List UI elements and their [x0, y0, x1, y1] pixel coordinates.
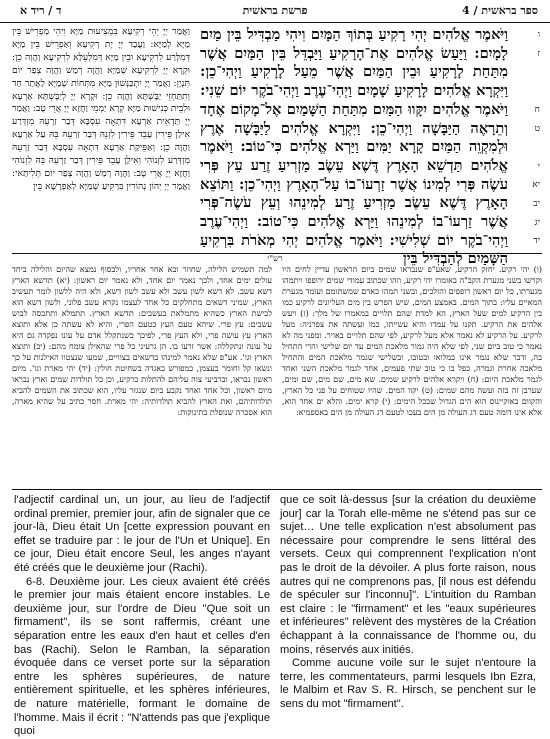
verse-number: ח — [534, 105, 540, 115]
verse-number: יב — [533, 199, 540, 209]
header-book-page: ספר בראשית / 4 — [462, 4, 538, 17]
header-chapter-ref: ד / ריד א — [20, 4, 62, 17]
verse-number: ו — [537, 30, 540, 40]
running-header — [0, 0, 550, 23]
verse-number: יא — [532, 180, 540, 190]
rashi-column-left — [12, 264, 272, 484]
verse-number: ט — [534, 124, 540, 134]
rashi-text: ‏למה תשמיש הלילה, שחוזר ובא אחר אחריו, ולבסוף נמצא שהיום והלילה ביחד עולים ימים אחד, ולכך נאמר יום אחד, ולא נאמר יום ראשון: (יא) תדשא הארץ דשא עשב. לא דשא לשון עשב ולא עשב לשון דשא, ולא היה ללשון לומר תעשיב הארץ, שמיני דשאים מתחלקים כל אחד לעצמו נקרא עשב פלוני, ולשון דשא הוא לבישת הארץ כשהיא מתמלאת בעשבים: תדשא הארץ. תתמלא ותתכסה לבוש עשבים: עץ פרי. שיהא טעם העץ כטעם הפרי, והיא לא עשתה כן אלא ותוצא הארץ עץ עושה פרי, ולא העץ פרי, לפיכך כשנתקלל אדם על עונו נפקדה גם היא על עונה ונתקללה: אשר זרעו בו. הן גרעיני כל פרי שהאילן צומח מהם: (יב) ותוצא הארץ וגו'. אע"פ שלא נאמר למינהו בדשאים בצוויים, שמעו שנצטוו האילנות על כך ונשאו קל וחומר בעצמן, כמפורש באגדה בשחיטת חולין: (יד) יהי מארת וגו'. מיום ראשון נבראו, וברביעי צוה עליהם להתלות ברקיע, וכן כל תולדות שמים וארץ נבראו מיום ראשון, וכל אחד ואחד נקבע ביום שנגזר עליו, הוא שכתוב את השמים להביא תולדותיהם, ואת הארץ להביא תולדותיה: יהי מארת. חסר כתיב על שהיא מארה, הוא אסכרה שנופלת בתינוקות: — [12, 264, 272, 417]
french-paragraph: que ce soit là-dessus [sur la création du deuxième jour] car la Torah elle-même ne s'étend pas sur ce sujet… Une telle explication n'est absolument pas nécessaire pour comprendre le sens littéral des versets. Ceux qui comprennent l'explication n'ont pas le droit de la dévoiler. A plus forte raison, nous autres qui ne comprenons pas, [il nous est défendu de spéculer sur l'inconnu]". L'intuition du Ramban est claire : le "firmament" et les "eaux supérieures et inférieures" relèvent des mystères de la Création échappant à la connaissance de l'homme ou, du moins, réservés aux initiés. — [280, 494, 536, 656]
verse-text: ‏וַיֹּאמֶר אֱלֹהִים יְהִי רָקִיעַ בְּתוֹךְ הַמָּיִם וִיהִי מַבְדִּיל בֵּין מַיִם לָמָיִם: וַיַּעַשׂ אֱלֹהִים אֶת־הָרָקִיעַ וַיַּבְדֵּל בֵּין הַמַּיִם אֲשֶׁר מִתַּחַת לָרָקִיעַ וּבֵין הַמַּיִם אֲשֶׁר מֵעַל לָרָקִיעַ וַיְהִי־כֵן: וַיִּקְרָא אֱלֹהִים לָרָקִיעַ שָׁמָיִם וַיְהִי־עֶרֶב וַיְהִי־בֹקֶר יוֹם שֵׁנִי: וַיֹּאמֶר אֱלֹהִים יִקָּווּ הַמַּיִם מִתַּחַת הַשָּׁמַיִם אֶל־מָקוֹם אֶחָד וְתֵרָאֶה הַיַּבָּשָׁה וַיְהִי־כֵן: וַיִּקְרָא אֱלֹהִים לַיַּבָּשָׁה אֶרֶץ וּלְמִקְוֵה הַמַּיִם קָרָא יַמִּים וַיַּרְא אֱלֹהִים כִּי־טוֹב: וַיֹּאמֶר אֱלֹהִים תַּדְשֵׁא הָאָרֶץ דֶּשֶׁא עֵשֶׂב מַזְרִיעַ זֶרַע עֵץ פְּרִי עֹשֶׂה פְּרִי לְמִינוֹ אֲשֶׁר זַרְעוֹ־בוֹ עַל־הָאָרֶץ וַיְהִי־כֵן: וַתּוֹצֵא הָאָרֶץ דֶּשֶׁא עֵשֶׂב מַזְרִיעַ זֶרַע לְמִינֵהוּ וְעֵץ עֹשֶׂה־פְּרִי אֲשֶׁר זַרְעוֹ־בוֹ לְמִינֵהוּ וַיַּרְא אֱלֹהִים כִּי־טוֹב: וַיְהִי־עֶרֶב וַיְהִי־בֹקֶר יוֹם שְׁלִישִׁי: וַיֹּאמֶר אֱלֹהִים יְהִי מְאֹרֹת בִּרְקִיעַ הַשָּׁמַיִם לְהַבְדִּיל בֵּין — [200, 26, 508, 268]
french-commentary-right — [280, 494, 536, 710]
header-parasha-title: פרשת בראשית — [242, 4, 308, 17]
french-paragraph: Comme aucune voile sur le sujet n'entoure la terre, les commentateurs, parmi lesquels Ibn Ezra, le Malbim et Rav S. R. Hirsch, se penchent sur le sens du mot "firmament". — [280, 657, 536, 710]
rashi-text: ‏(ו) יהי רקיע. יחזק הרקיע, שאע"פ שנבראו שמים ביום הראשון עדיין לחים היו וקרשו בשני מגערת הקב"ה באומרו יהי רקיע, וזהו שכתוב עמודי שמים ירופפו ויתמהו מגערתו, כל יום ראשון רופפים והולכים, ובשני תמהו כאדם שמשתומם ועומד מגערת המאיים עליו: בתוך המים. באמצע המים, שיש הפרש בין מים העליונים לרקיע כמו בין הרקיע למים שעל הארץ, הא למדת שהם תלויים במאמרו של מלך: (ז) ויעש אלהים את הרקיע. תקנו על עמדו והיא עשייתו, כמו ועשתה את צפרניה: מעל לרקיע. על הרקיע לא נאמר אלא מעל לרקיע, לפי שהם תלויים באויר. ומפני מה לא נאמר כי טוב ביום שני, לפי שלא היה גמור מלאכת המים עד יום שלישי והרי התחיל בה, ודבר שלא נגמר אינו במלואו ובטובו, ובשלישי שגמר מלאכת המים והתחיל מלאכה אחרת וגמרה, כפל בו כי טוב שתי פעמים, אחד לגמר מלאכת השני ואחד לגמר מלאכת היום: (ח) ויקרא אלהים לרקיע שמים. שא מים, שם מים, שם ומים, שערבן זה בזה ועשה מהם שמים: (ט) יקוו המים. שהיו שטוחים על פני כל הארץ, והקוום באוקיינוס הוא הים הגדול שבכל הימים: (י) קרא ימים. והלא ים אחד הוא, אלא אינו דומה טעם דג העולה מן הים בעכו לטעם דג העולה מן הים באספמיא: — [281, 264, 542, 417]
verse-number: יג — [534, 218, 540, 228]
french-paragraph: l'adjectif cardinal un, un jour, au lieu de l'adjectif ordinal premier, premier jour, afin de signaler que ce jour-là, Dieu était Un [cette expression pouvant en effet se traduire par : le jour de l'Un et Unique]. En ce jour, Dieu était encore Seul, les anges n'ayant été créés que le deuxième jour (Rachi). — [14, 494, 270, 574]
verse-number: יד — [533, 236, 540, 246]
french-commentary-left — [14, 494, 270, 738]
french-paragraph: 6-8. Deuxième jour. Les cieux avaient été créés le premier jour mais étaient encore instables. Le deuxième jour, sur l'ordre de Dieu "Que soit un firmament", ils se sont raffermis, créant une séparation entre les eaux d'en haut et celles d'en bas (Rachi). Selon le Ramban, la séparation évoquée dans ce verset porte sur la séparation entre les sphères supérieures, de nature entièrement spirituelle, et les sphères inférieures, de nature matérielle, formant le domaine de l'homme. Mais il écrit : "N'attends pas que j'explique quoi — [14, 575, 270, 738]
divider — [12, 489, 542, 490]
targum-text: ‏וַאֲמַר יְיָ יְהֵי רְקִיעָא בִּמְצִיעוּת מַיָּא וִיהֵי מַפְרִישׁ בֵּין מַיָּא לְמַיָּא: וַעֲבַד יְיָ יָת רְקִיעָא וְאַפְרֵישׁ בֵּין מַיָּא דְּמִלְּרַע לִרְקִיעָא וּבֵין מַיָּא דְּמִלְּעֵלָּא לִרְקִיעָא וַהֲוָה כֵן: וּקְרָא יְיָ לִרְקִיעָא שְׁמַיָּא וַהֲוָה רְמַשׁ וַהֲוָה צְפַר יוֹם תִּנְיָן: וַאֲמַר יְיָ יִתְכַּנְּשׁוּן מַיָּא מִתְּחוֹת שְׁמַיָּא לַאֲתַר חַד וְתִתַּחְזֵי יַבֶּשְׁתָּא וַהֲוָה כֵן: וּקְרָא יְיָ לְיַבֶּשְׁתָּא אַרְעָא וּלְבֵית כְּנִישׁוּת מַיָּא קְרָא יַמְמֵי וַחֲזָא יְיָ אֲרֵי טָב: וַאֲמַר יְיָ תַּדְאֵית אַרְעָא דִּתְאָה עִסְבָּא דְּבַר זַרְעֵהּ מִזְדְּרַע אִילַן פֵּירִין עָבֵד פֵּירִין לִזְנֵהּ דְּבַר זַרְעֵהּ בֵּהּ עַל אַרְעָא וַהֲוָה כֵן: וְאַפֵּיקַת אַרְעָא דִּתְאָה עִסְבָּא דְּבַר זַרְעֵהּ מִזְדְּרַע לִזְנוֹהִי וְאִילָן עָבֵד פֵּירִין דְּבַר זַרְעֵהּ בֵּהּ לִזְנוֹהִי וַחֲזָא יְיָ אֲרֵי טָב: וַהֲוָה רְמַשׁ וַהֲוָה צְפַר יוֹם תְּלִיתַאי: וַאֲמַר יְיָ יְהוֹן נְהוֹרִין בִּרְקִיעַ שְׁמַיָּא לְאַפְרָשָׁא בֵּין — [12, 26, 190, 192]
rashi-label: רש"י — [267, 254, 283, 263]
rashi-column-right — [282, 264, 542, 484]
verse-number: ז — [537, 49, 540, 59]
verse-number-margin — [512, 26, 542, 252]
targum-column — [12, 26, 190, 252]
verse-number: י — [537, 162, 540, 172]
